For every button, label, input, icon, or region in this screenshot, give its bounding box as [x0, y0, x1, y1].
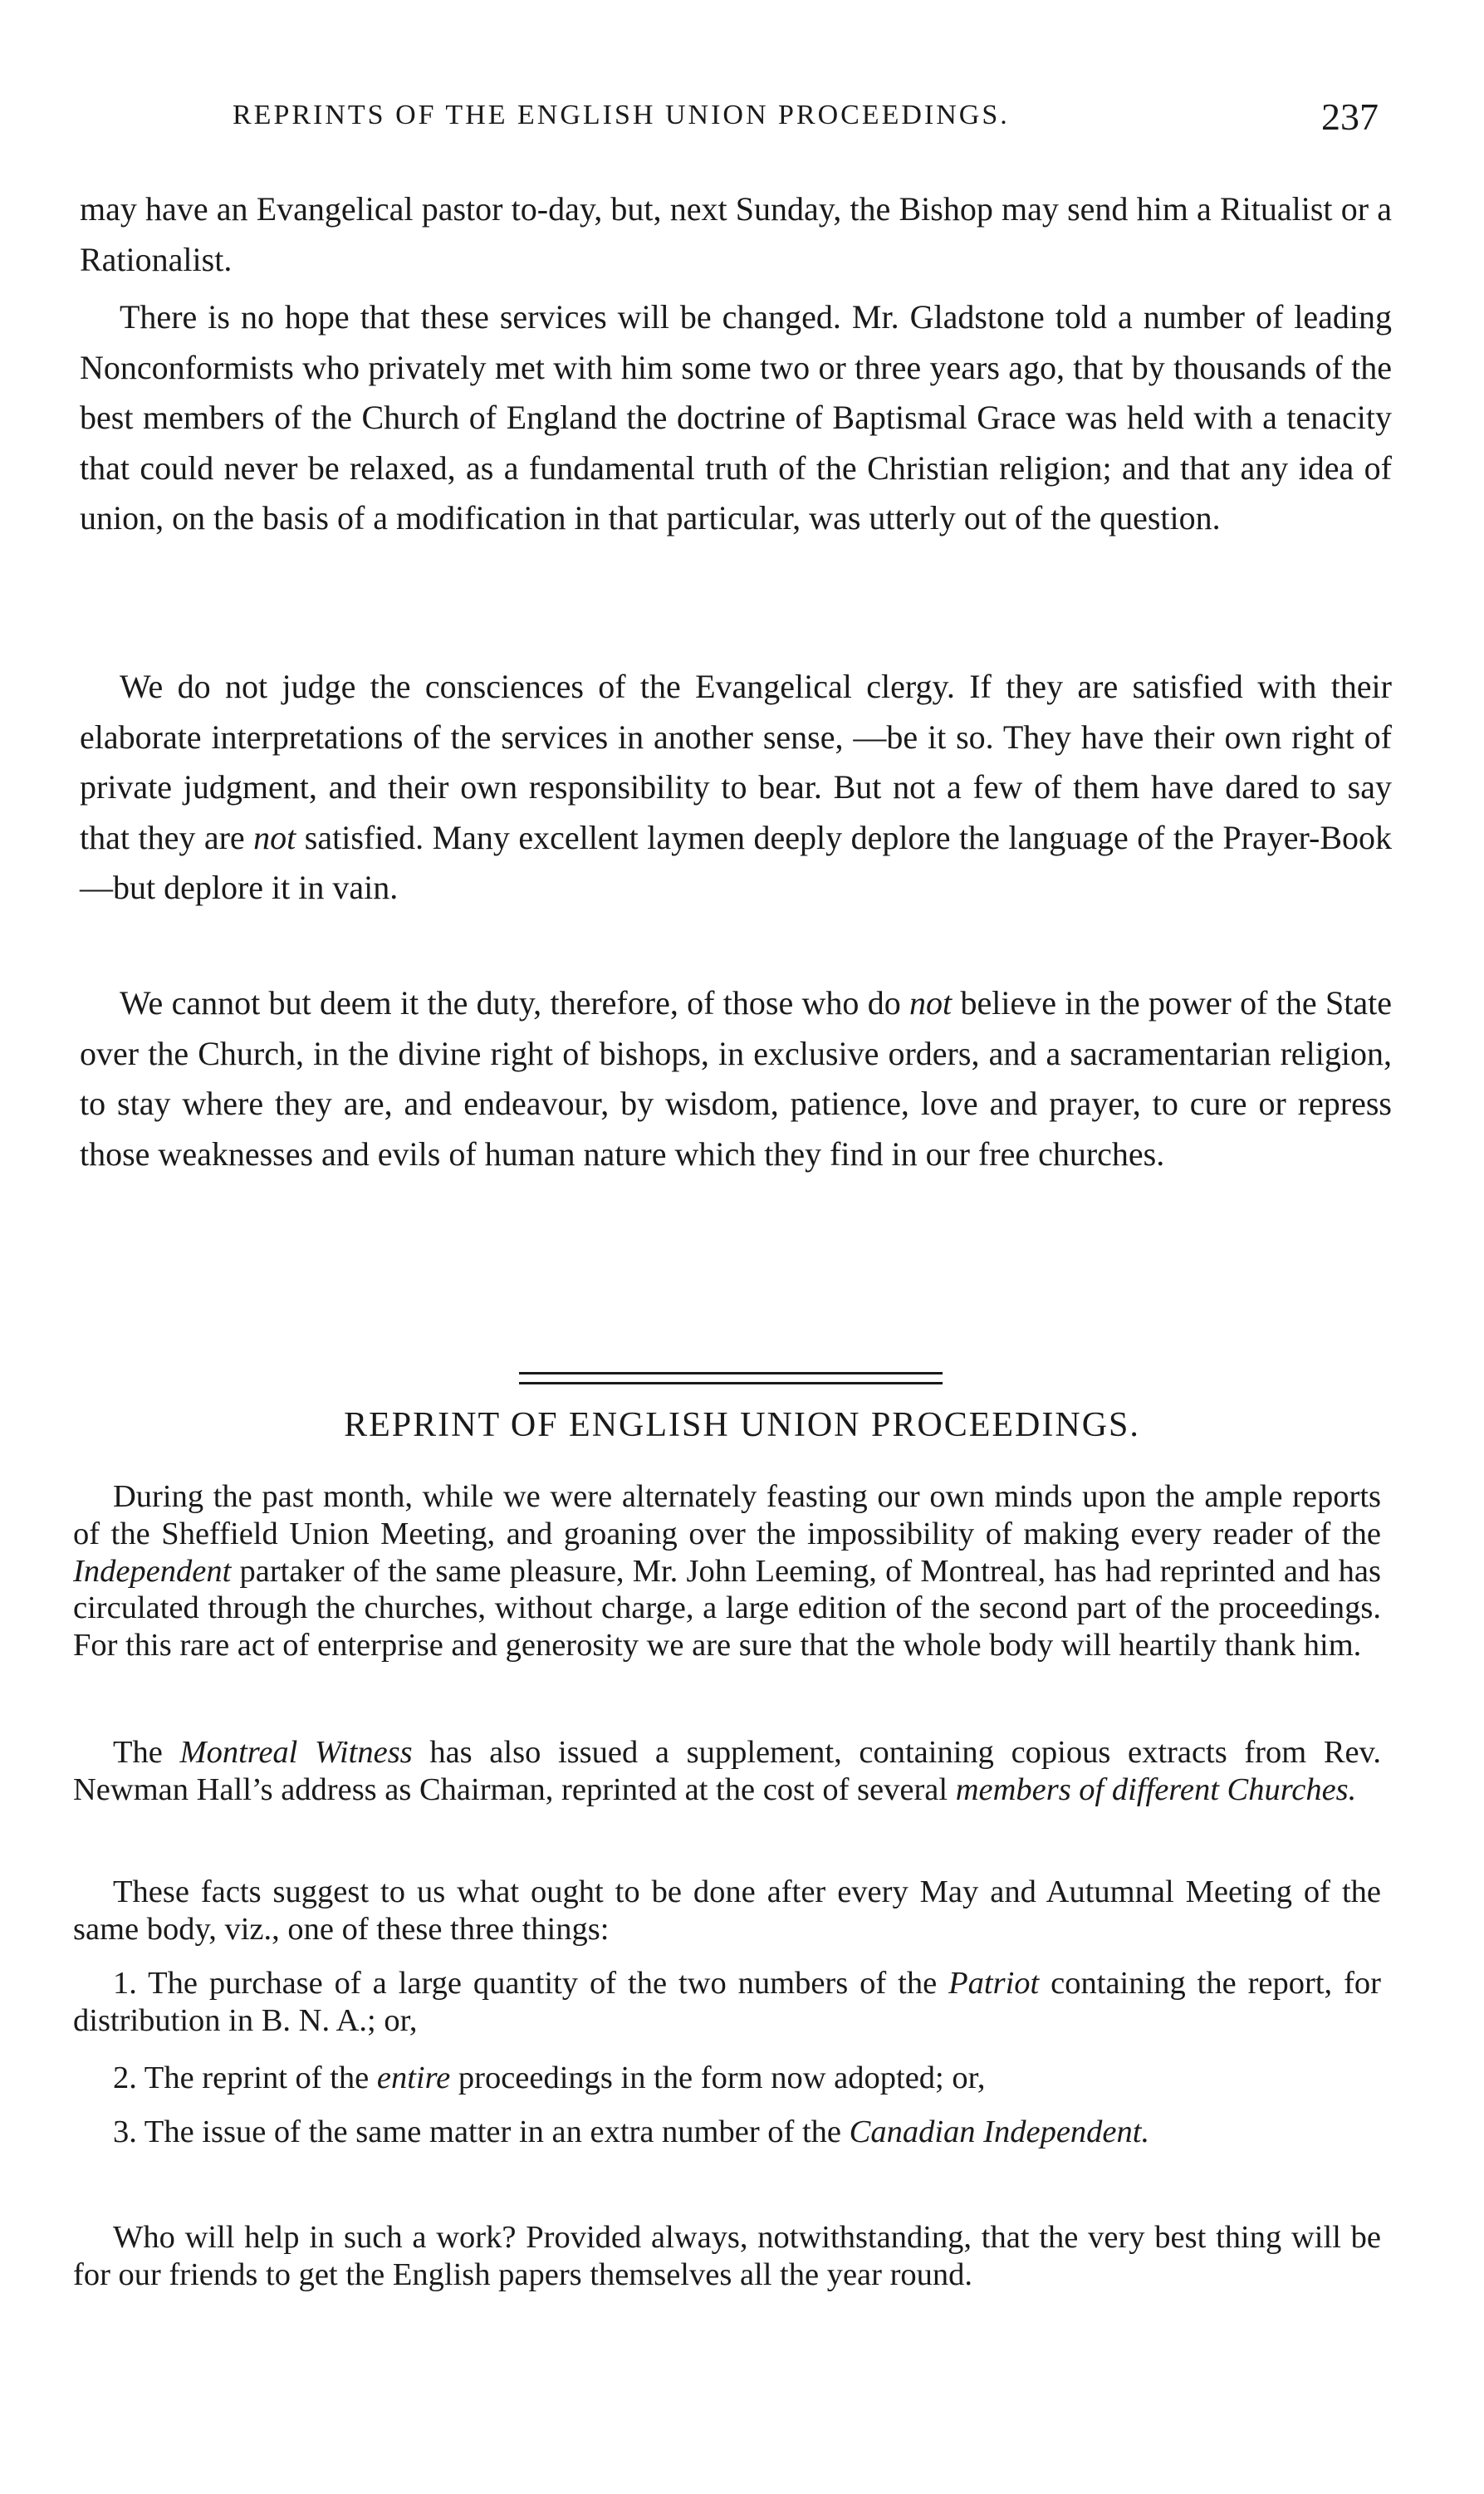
paragraph-duty — [80, 978, 1392, 1179]
page-number: 237 — [1321, 96, 1379, 138]
divider-line — [519, 1382, 943, 1384]
paragraph-text: may have an Evangelical pastor to-day, but, next Sunday, the Bishop may send him a Ritualist or a Rationalist. — [80, 190, 1392, 278]
paragraph-text: The Montreal Witness has also issued a supplement, containing copious extracts from Rev. Newman Hall’s address as Chairman, reprinted at the cost of several members of different Churches. — [73, 1735, 1381, 1807]
emphasis: not — [909, 984, 953, 1022]
emphasis: Canadian Independent. — [849, 2114, 1150, 2149]
running-title: REPRINTS OF THE ENGLISH UNION PROCEEDINGS. — [233, 100, 1010, 130]
emphasis: not — [253, 818, 296, 856]
paragraph-text: We cannot but deem it the duty, therefore, of those who do not believe in the power of the State over the Church, in the divine right of bishops, in exclusive orders, and a sacramentarian religion, to stay where they are, and endeavour, by wisdom, patience, love and prayer, to cure or repress those weaknesses and evils of human nature which they find in our free churches. — [80, 984, 1392, 1173]
emphasis: Patriot — [948, 1966, 1040, 2001]
paragraph-leeming — [73, 1478, 1381, 1664]
emphasis: Independent — [73, 1553, 232, 1589]
paragraph-gladstone — [80, 292, 1392, 544]
list-item-2 — [73, 2060, 1381, 2097]
list-item-text: 2. The reprint of the entire proceedings in the form now adopted; or, — [113, 2060, 986, 2095]
running-head — [199, 96, 1379, 149]
paragraph-text: There is no hope that these services will be changed. Mr. Gladstone told a number of leading Nonconformists who privately met with him some two or three years ago, that by thousands of the best members of the Church of England the doctrine of Baptismal Grace was held with a tenacity that could never be relaxed, as a fundamental truth of the Christian religion; and that any idea of union, on the basis of a modification in that particular, was utterly out of the question. — [80, 298, 1392, 537]
section-heading: REPRINT OF ENGLISH UNION PROCEEDINGS. — [344, 1406, 1140, 1444]
paragraph-text: These facts suggest to us what ought to be done after every May and Autumnal Meeting of the same body, viz., one of these three things: — [73, 1874, 1381, 1947]
paragraph-text: We do not judge the consciences of the Evangelical clergy. If they are satisfied with their elaborate interpretations of the services in another sense, —be it so. They have their own right of private judgment, and their own responsibility to bear. But not a few of them have dared to say that they are not satisfied. Many excellent laymen deeply deplore the language of the Prayer-Book—but deplore it in vain. — [80, 668, 1392, 906]
list-item-1 — [73, 1965, 1381, 2040]
emphasis: entire — [376, 2060, 451, 2095]
divider-line — [519, 1372, 943, 1374]
list-item-text: 3. The issue of the same matter in an extra number of the Canadian Independent. — [113, 2114, 1150, 2149]
paragraph-witness — [73, 1734, 1381, 1809]
paragraph-evangelical-clergy — [80, 662, 1392, 914]
paragraph-closing — [73, 2219, 1381, 2294]
paragraph-text: During the past month, while we were alternately feasting our own minds upon the ample reports of the Sheffield Union Meeting, and groaning over the impossibility of making every reader of the Independent partaker of the same pleasure, Mr. John Leeming, of Montreal, has had reprinted and has circulated through the churches, without charge, a large edition of the second part of the proceedings. For this rare act of enterprise and generosity we are sure that the whole body will heartily thank him. — [73, 1479, 1381, 1663]
list-item-3 — [73, 2114, 1381, 2151]
emphasis: Montreal Witness — [179, 1735, 413, 1770]
paragraph-text: Who will help in such a work? Provided always, notwithstanding, that the very best thing will be for our friends to get the English papers themselves all the year round. — [73, 2220, 1381, 2292]
paragraph-continuation — [80, 184, 1392, 285]
section-divider — [519, 1372, 943, 1389]
list-item-text: 1. The purchase of a large quantity of the two numbers of the Patriot containing the report, for distribution in B. N. A.; or, — [73, 1966, 1381, 2038]
emphasis: members of different Churches. — [955, 1771, 1357, 1807]
paragraph-suggestion — [73, 1874, 1381, 1948]
